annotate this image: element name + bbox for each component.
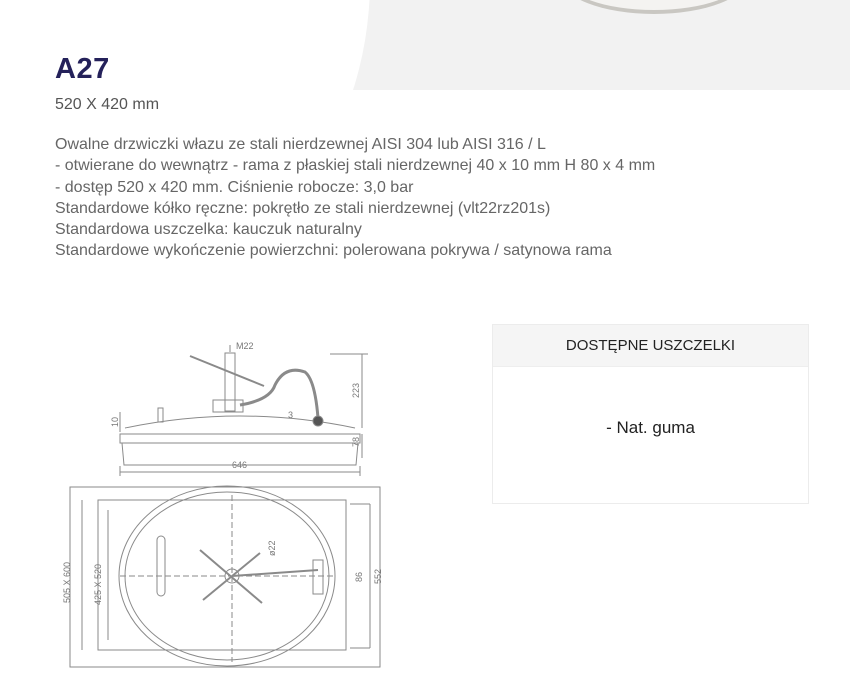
dim-thread: M22	[236, 341, 254, 351]
description-line: Standardowe wykończenie powierzchni: polerowana pokrywa / satynowa rama	[55, 242, 612, 260]
dim-handle-diameter: ø22	[267, 540, 277, 556]
dim-width: 646	[232, 460, 248, 470]
description-line: Standardowa uszczelka: kauczuk naturalny	[55, 221, 362, 239]
dim-outer: 505 X 600	[62, 561, 72, 603]
description-line: Standardowe kółko ręczne: pokrętło ze stali nierdzewnej (vlt22rz201s)	[55, 199, 551, 217]
gaskets-title: DOSTĘPNE USZCZELKI	[493, 325, 808, 367]
product-title: A27	[55, 53, 110, 85]
gaskets-panel	[492, 324, 809, 504]
product-dimensions: 520 X 420 mm	[55, 96, 160, 113]
dim-frame-height: 78	[351, 436, 361, 447]
dim-total-height: 552	[373, 568, 383, 584]
dim-inner: 425 X 520	[93, 563, 103, 605]
dim-depth: 86	[354, 571, 364, 582]
description-line: - dostęp 520 x 420 mm. Ciśnienie robocze: 3,0 bar	[55, 178, 414, 196]
description-line: Owalne drzwiczki włazu ze stali nierdzewnej AISI 304 lub AISI 316 / L	[55, 136, 546, 153]
description-line: - otwierane do wewnątrz - rama z płaskiej stali nierdzewnej 40 x 10 mm H 80 x 4 mm	[55, 157, 656, 175]
side-view-drawing	[120, 345, 368, 476]
dim-small: 3	[288, 410, 294, 420]
gasket-item: - Nat. guma	[606, 418, 695, 437]
dim-height: 223	[351, 382, 361, 398]
dim-left: 10	[110, 416, 120, 427]
top-view-drawing	[70, 486, 380, 667]
